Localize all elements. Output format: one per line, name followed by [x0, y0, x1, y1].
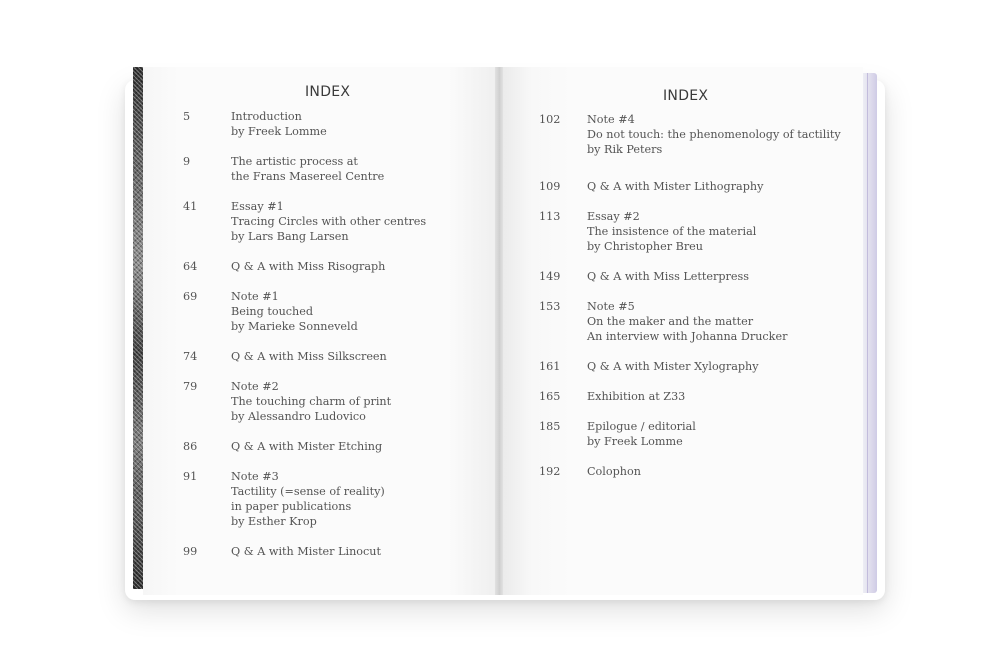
index-entry-line: by Marieke Sonneveld	[231, 320, 358, 333]
index-entry-text	[587, 112, 841, 157]
index-entry-text	[231, 469, 385, 529]
index-entry-text	[587, 359, 759, 374]
index-entry	[183, 349, 387, 364]
index-entry-line: by Alessandro Ludovico	[231, 410, 366, 423]
index-entry-line: Note #3	[231, 470, 279, 483]
index-entry-text	[231, 544, 381, 559]
index-entry-line: Introduction	[231, 110, 302, 123]
index-entry-text	[587, 299, 787, 344]
index-entry-line: Note #4	[587, 113, 635, 126]
right-index-title: INDEX	[663, 88, 709, 104]
index-entry-line: by Lars Bang Larsen	[231, 230, 349, 243]
index-entry-line: Q & A with Mister Etching	[231, 440, 383, 453]
index-entry	[183, 154, 384, 184]
index-page-number: 64	[183, 260, 198, 273]
index-entry	[539, 419, 696, 449]
index-page-number: 192	[539, 465, 561, 478]
index-entry-text	[231, 289, 358, 334]
left-page	[143, 67, 499, 595]
index-entry	[183, 259, 385, 274]
index-page-number: 9	[183, 155, 191, 168]
index-entry-line: by Christopher Breu	[587, 240, 703, 253]
index-entry-line: Colophon	[587, 465, 641, 478]
index-entry	[183, 544, 381, 559]
left-index-title: INDEX	[305, 84, 351, 100]
index-entry-line: the Frans Masereel Centre	[231, 170, 385, 183]
index-entry	[183, 379, 391, 424]
index-entry	[539, 299, 787, 344]
index-entry-line: Essay #2	[587, 210, 640, 223]
index-entry-text	[231, 349, 387, 364]
open-book	[133, 67, 881, 597]
index-entry-text	[231, 379, 391, 424]
index-entry	[183, 109, 327, 139]
index-entry-line: by Freek Lomme	[587, 435, 683, 448]
index-entry-text	[587, 464, 641, 479]
index-entry-text	[231, 199, 426, 244]
index-entry-text	[231, 154, 384, 184]
index-entry-line: by Esther Krop	[231, 515, 317, 528]
index-entry-line: Q & A with Miss Letterpress	[587, 270, 749, 283]
index-entry-line: Note #2	[231, 380, 279, 393]
index-entry-line: Q & A with Mister Xylography	[587, 360, 759, 373]
index-entry	[539, 112, 841, 157]
index-entry-line: The artistic process at	[231, 155, 358, 168]
index-entry-line: On the maker and the matter	[587, 315, 754, 328]
index-page-number: 91	[183, 470, 198, 483]
index-page-number: 102	[539, 113, 561, 126]
index-entry-line: Epilogue / editorial	[587, 420, 696, 433]
index-entry-line: Q & A with Miss Risograph	[231, 260, 386, 273]
index-page-number: 99	[183, 545, 198, 558]
index-entry-line: Note #1	[231, 290, 279, 303]
index-page-number: 86	[183, 440, 198, 453]
index-entry-line: Tactility (=sense of reality)	[231, 485, 385, 498]
index-entry	[539, 359, 759, 374]
index-entry-text	[231, 259, 385, 274]
index-entry-line: The touching charm of print	[231, 395, 392, 408]
index-entry	[539, 209, 756, 254]
page-stack-edge	[863, 73, 877, 593]
index-page-number: 185	[539, 420, 561, 433]
index-entry	[183, 199, 426, 244]
index-entry	[539, 269, 749, 284]
index-entry	[183, 289, 358, 334]
index-entry-text	[231, 439, 382, 454]
index-entry-line: by Freek Lomme	[231, 125, 327, 138]
index-page-number: 149	[539, 270, 561, 283]
index-page-number: 161	[539, 360, 561, 373]
index-page-number: 41	[183, 200, 198, 213]
index-entry	[539, 389, 685, 404]
index-entry-line: Exhibition at Z33	[587, 390, 686, 403]
index-page-number: 79	[183, 380, 198, 393]
index-entry-text	[231, 109, 327, 139]
index-entry-line: An interview with Johanna Drucker	[587, 330, 788, 343]
index-entry-line: Q & A with Mister Linocut	[231, 545, 381, 558]
right-page	[499, 67, 863, 595]
index-page-number: 165	[539, 390, 561, 403]
index-page-number: 5	[183, 110, 191, 123]
index-entry-line: in paper publications	[231, 500, 352, 513]
index-entry-line: Q & A with Miss Silkscreen	[231, 350, 387, 363]
index-entry-line: Do not touch: the phenomenology of tactility	[587, 128, 841, 141]
book-gutter	[495, 67, 503, 595]
index-entry-line: The insistence of the material	[587, 225, 757, 238]
index-entry	[183, 439, 382, 454]
index-page-number: 153	[539, 300, 561, 313]
index-page-number: 69	[183, 290, 198, 303]
index-entry-text	[587, 179, 763, 194]
index-entry-line: Essay #1	[231, 200, 284, 213]
index-entry-text	[587, 269, 749, 284]
index-page-number: 109	[539, 180, 561, 193]
index-entry-text	[587, 389, 685, 404]
index-entry-line: Being touched	[231, 305, 314, 318]
index-page-number: 74	[183, 350, 198, 363]
index-page-number: 113	[539, 210, 561, 223]
index-entry-line: Note #5	[587, 300, 635, 313]
index-entry-text	[587, 209, 756, 254]
index-entry-line: Tracing Circles with other centres	[231, 215, 427, 228]
index-entry	[539, 464, 641, 479]
index-entry-line: Q & A with Mister Lithography	[587, 180, 764, 193]
index-entry	[539, 179, 763, 194]
index-entry	[183, 469, 385, 529]
index-entry-line: by Rik Peters	[587, 143, 663, 156]
index-entry-text	[587, 419, 696, 449]
